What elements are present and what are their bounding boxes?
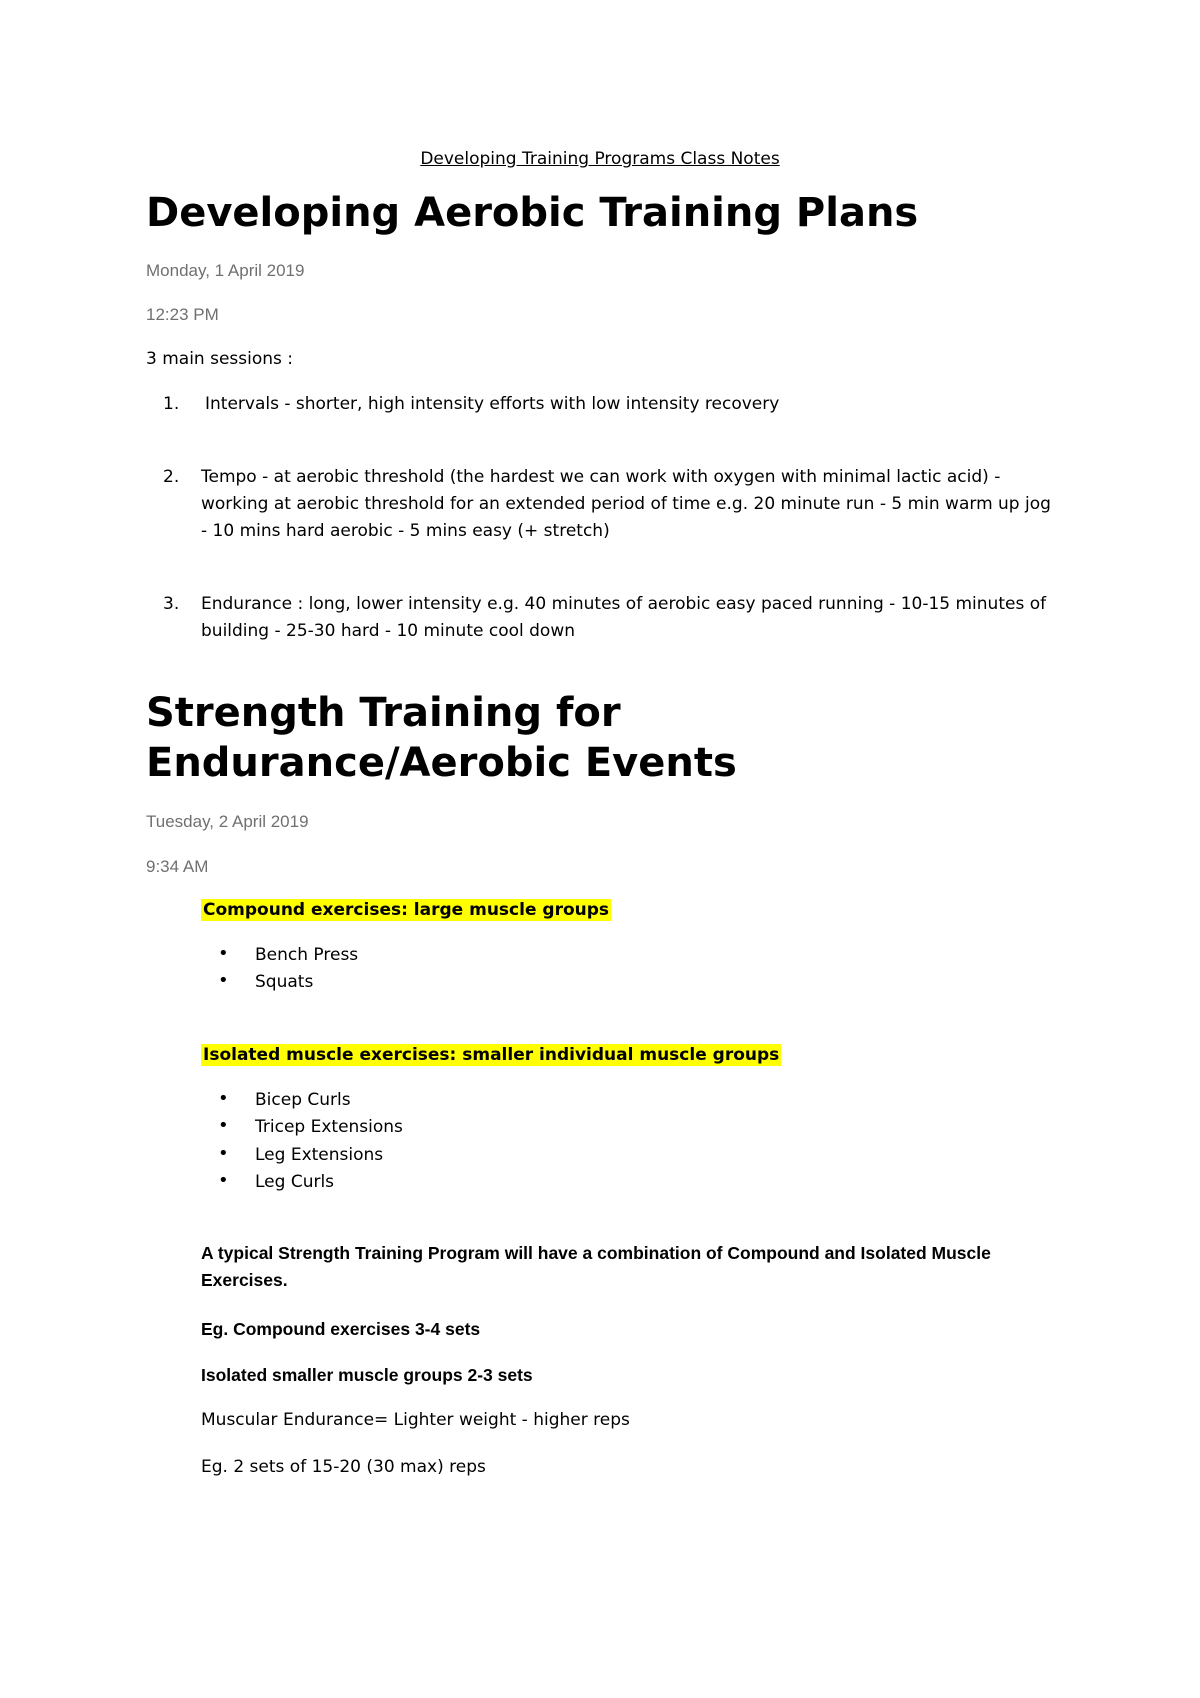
list-number-3: 3. [163, 594, 180, 614]
section2-time: 9:34 AM [146, 857, 209, 876]
isolated-sets: Isolated smaller muscle groups 2-3 sets [201, 1365, 533, 1385]
list-item-bicep-curls: Bicep Curls [255, 1090, 351, 1110]
list-item-intervals: Intervals - shorter, high intensity efforts with low intensity recovery [205, 394, 780, 414]
list-number-1: 1. [163, 394, 180, 414]
section-heading-aerobic: Developing Aerobic Training Plans [146, 190, 919, 236]
sessions-intro: 3 main sessions : [146, 349, 294, 369]
list-number-2: 2. [163, 467, 180, 487]
summary-paragraph: A typical Strength Training Program will have a combination of Compound and Isolated Muscle Exercises. [201, 1243, 991, 1290]
list-item-leg-extensions: Leg Extensions [255, 1145, 384, 1165]
bullet-icon: • [218, 1143, 229, 1164]
bullet-icon: • [218, 970, 229, 991]
list-item-squats: Squats [255, 972, 314, 992]
bullet-icon: • [218, 1170, 229, 1191]
list-item-tricep-extensions: Tricep Extensions [255, 1117, 403, 1137]
bullet-icon: • [218, 943, 229, 964]
list-item-endurance: Endurance : long, lower intensity e.g. 40 minutes of aerobic easy paced running - 10-15 minutes of building - 25-30 hard - 10 minute cool down [201, 594, 1047, 641]
bullet-icon: • [218, 1088, 229, 1109]
bullet-icon: • [218, 1115, 229, 1136]
section1-date: Monday, 1 April 2019 [146, 261, 305, 280]
document-title: Developing Training Programs Class Notes [420, 149, 780, 169]
endurance-note: Muscular Endurance= Lighter weight - higher reps [201, 1410, 630, 1430]
isolated-heading: Isolated muscle exercises: smaller individual muscle groups [203, 1045, 780, 1065]
reps-example: Eg. 2 sets of 15-20 (30 max) reps [201, 1457, 486, 1477]
section-heading-strength: Strength Training for Endurance/Aerobic Events [146, 690, 737, 786]
list-item-leg-curls: Leg Curls [255, 1172, 335, 1192]
compound-heading: Compound exercises: large muscle groups [203, 900, 610, 920]
list-item-tempo: Tempo - at aerobic threshold (the hardest we can work with oxygen with minimal lactic acid) - working at aerobic threshold for an extended period of time e.g. 20 minute run - 5 min warm up jog - 10 mins hard aerobic - 5 mins easy (+ stretch) [201, 467, 1051, 541]
list-item-bench-press: Bench Press [255, 945, 359, 965]
compound-sets: Eg. Compound exercises 3-4 sets [201, 1319, 481, 1339]
section1-time: 12:23 PM [146, 305, 219, 324]
section2-date: Tuesday, 2 April 2019 [146, 812, 309, 831]
